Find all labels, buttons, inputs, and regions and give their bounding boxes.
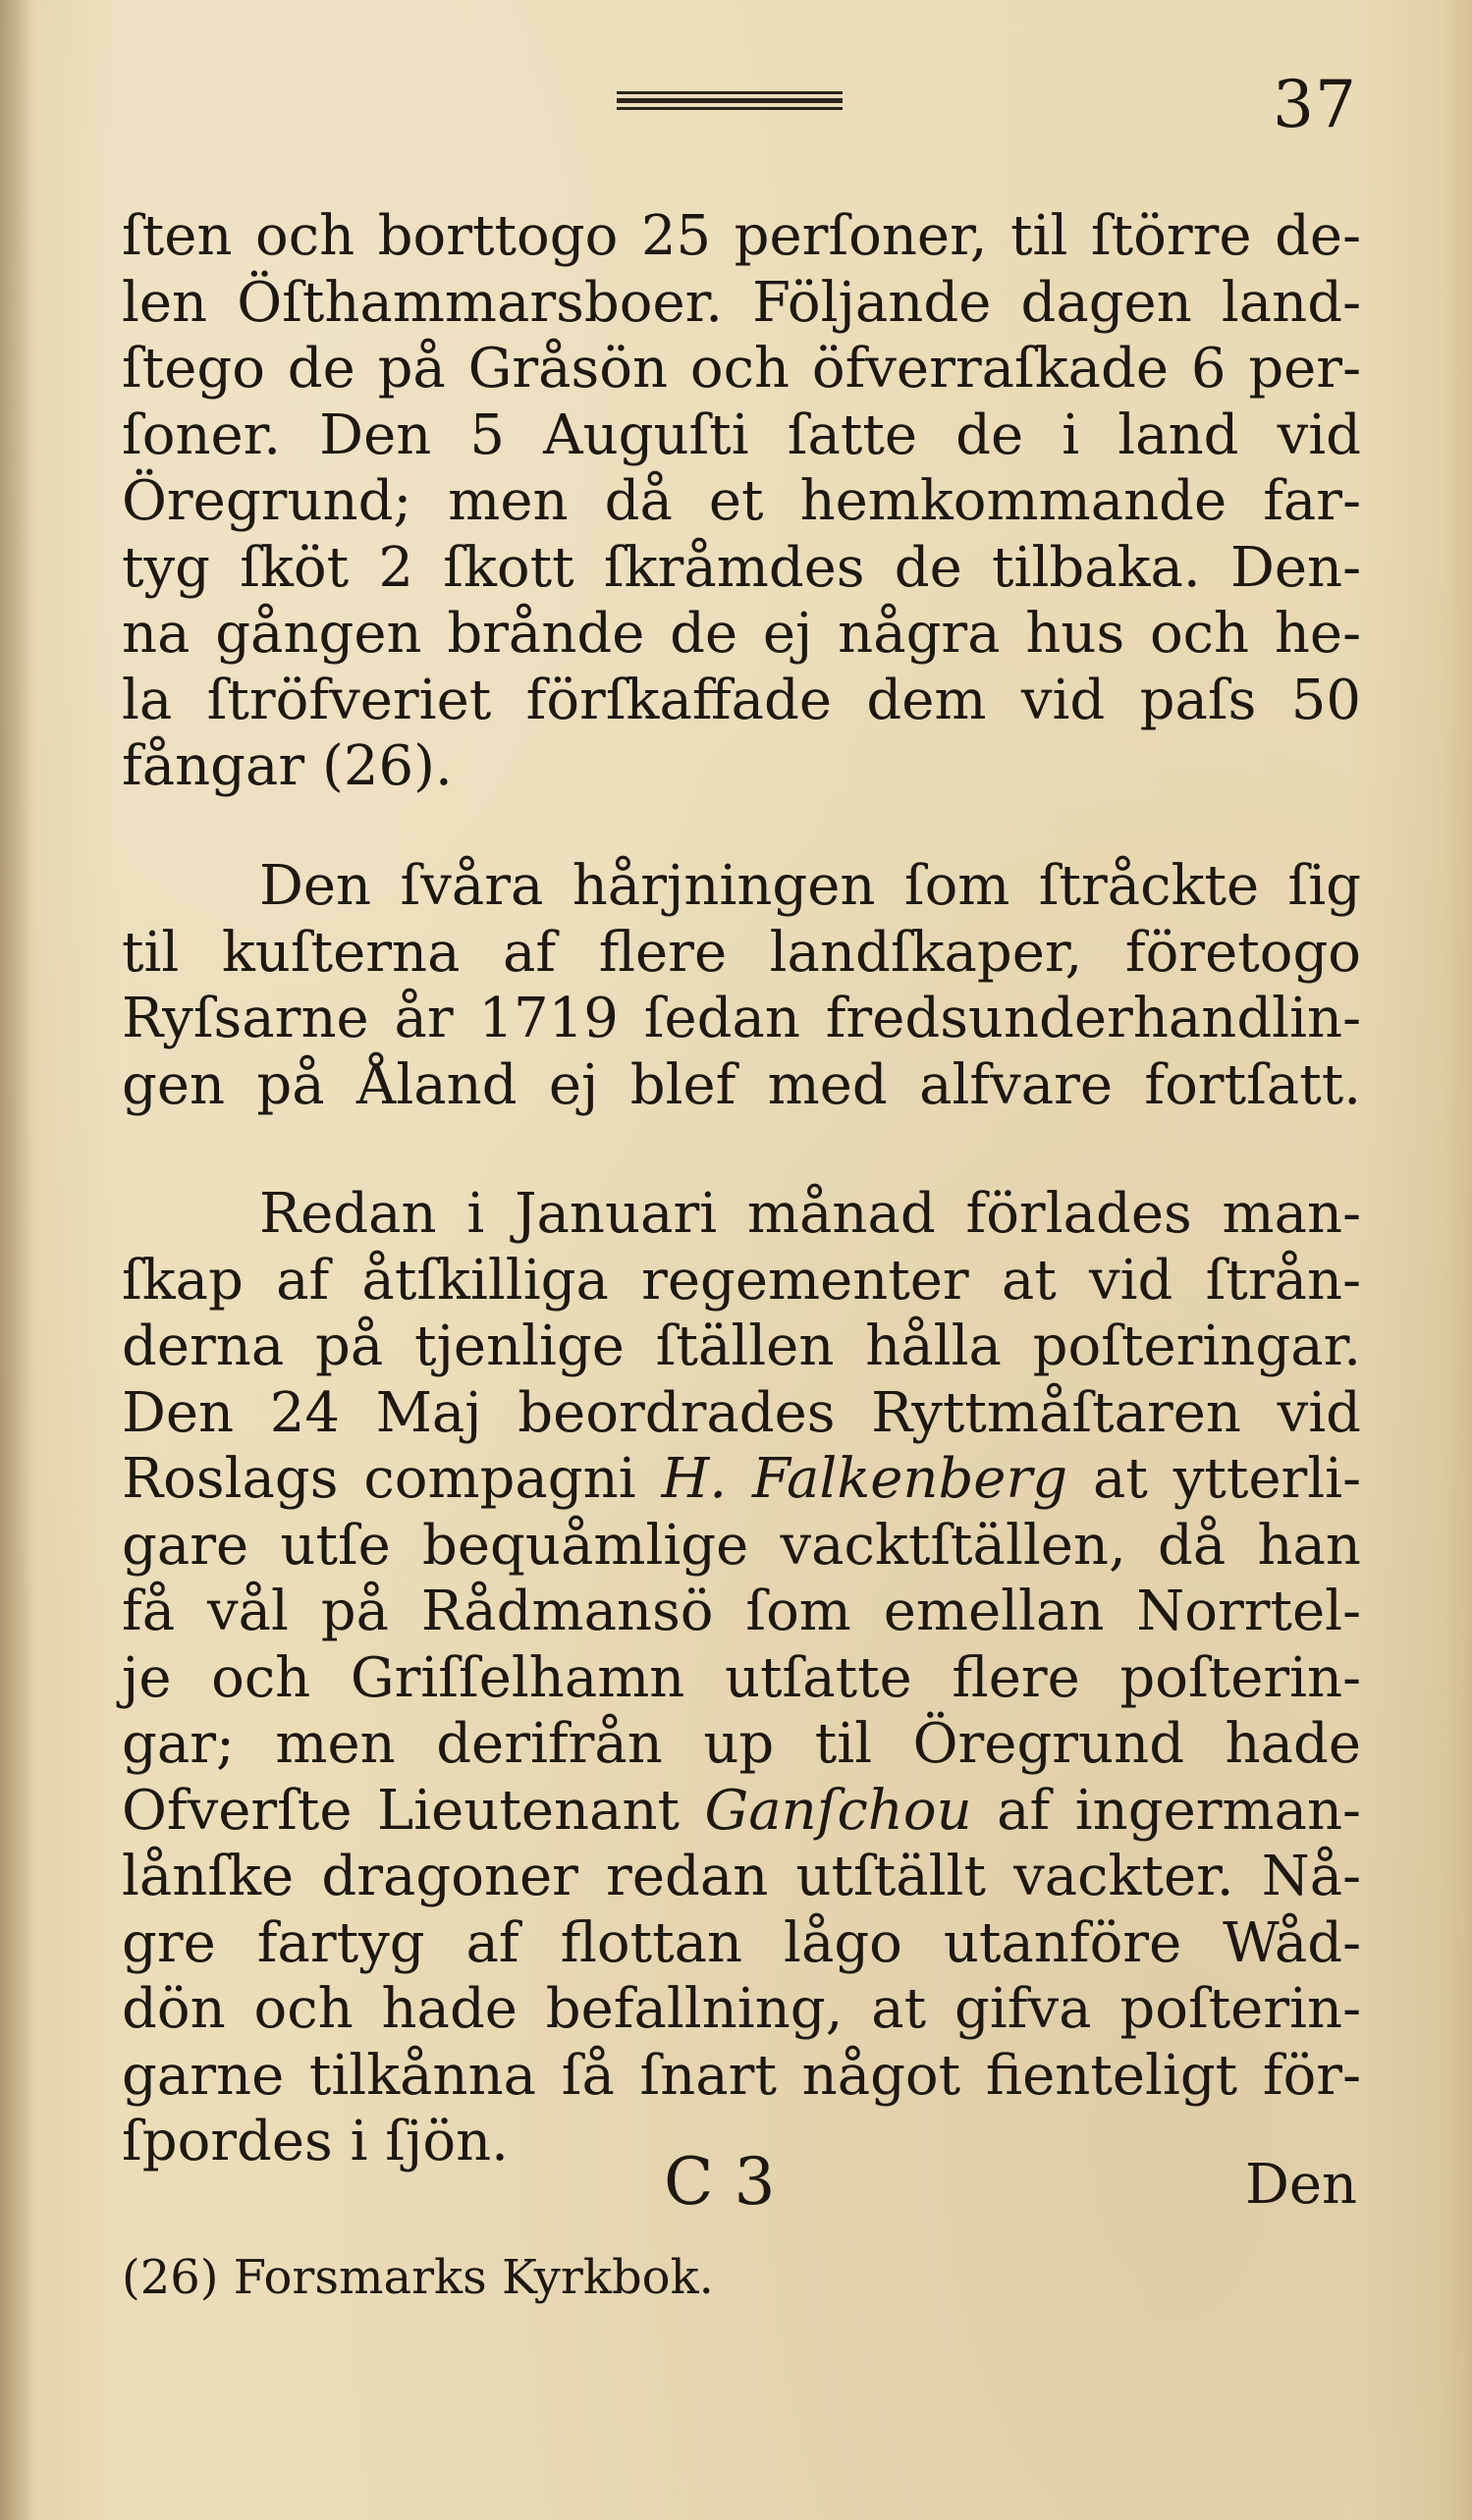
page-number: 37 xyxy=(1273,67,1357,142)
text-line: fångar (26). xyxy=(122,734,453,798)
text-line: til kuſterna af flere landſkaper, företogo xyxy=(122,920,1361,985)
text-line: ſkap af åtſkilliga regementer at vid ſtrån- xyxy=(122,1248,1361,1313)
text-line: Ryſsarne år 1719 ſedan fredsunderhandlin- xyxy=(122,987,1361,1050)
text-line xyxy=(122,1778,1361,1845)
text-line: Den 24 Maj beordrades Ryttmåſtaren vid xyxy=(122,1380,1361,1445)
text-line: gare utſe bequåmlige vacktſtällen, då han xyxy=(122,1513,1361,1578)
text-line: na gången brånde de ej några hus och he- xyxy=(122,602,1361,666)
text-line: Redan i Januari månad förlades man- xyxy=(259,1182,1361,1246)
text-segment: at ytterli- xyxy=(1067,1447,1361,1511)
text-line: gre fartyg af flottan lågo utanföre Wåd- xyxy=(122,1910,1361,1975)
rule-bar xyxy=(617,107,843,110)
text-line: garne tilkånna ſå ſnart något fienteligt för- xyxy=(122,2043,1361,2108)
text-line: je och Griſſelhamn utſatte flere poſterin- xyxy=(122,1645,1361,1710)
rule-bar xyxy=(617,98,843,103)
text-line: få vål på Rådmansö ſom emellan Norrtel- xyxy=(122,1580,1361,1643)
text-segment: Roslags compagni xyxy=(122,1447,662,1511)
paragraph-3 xyxy=(122,1181,1361,2175)
text-line: ſtego de på Gråsön och öfverraſkade 6 per- xyxy=(122,337,1361,401)
paragraph-1 xyxy=(122,203,1361,800)
text-line: dön och hade befallning, at gifva poſterin- xyxy=(122,1977,1361,2041)
text-line: len Öſthammarsboer. Följande dagen land- xyxy=(122,270,1361,335)
catchword: Den xyxy=(1245,2153,1358,2217)
text-line: lånſke dragoner redan utſtällt vackter. Nå- xyxy=(122,1845,1361,1908)
text-line: ſten och borttogo 25 perſoner, til ſtörre de- xyxy=(122,204,1361,268)
text-line: Öregrund; men då et hemkommande far- xyxy=(122,469,1361,533)
text-line: ſpordes i ſjön. xyxy=(122,2110,509,2173)
header-rule xyxy=(617,91,843,113)
text-line: gen på Åland ej blef med alfvare fortſatt. xyxy=(122,1052,1361,1117)
text-line xyxy=(122,1446,1361,1513)
text-line: ſoner. Den 5 Auguſti ſatte de i land vid xyxy=(122,402,1361,467)
text-segment: af ingerman- xyxy=(971,1778,1361,1843)
text-line: gar; men derifrån up til Öregrund hade xyxy=(122,1712,1361,1776)
text-line: tyg ſköt 2 ſkott ſkråmdes de tilbaka. Den- xyxy=(122,535,1361,600)
signature-mark: C 3 xyxy=(664,2144,776,2220)
text-line: derna på tjenlige ſtällen hålla poſteringar. xyxy=(122,1314,1361,1378)
text-line: Den ſvåra hårjningen ſom ſtråckte ſig xyxy=(259,854,1361,918)
person-name: Ganſchou xyxy=(704,1778,972,1843)
footnote: (26) Forsmarks Kyrkbok. xyxy=(122,2250,714,2305)
gutter-shadow xyxy=(0,0,33,2520)
text-segment: Ofverſte Lieutenant xyxy=(122,1778,705,1843)
text-line: la ſtröfveriet förſkaffade dem vid paſs 50 xyxy=(122,668,1361,732)
paragraph-2 xyxy=(122,853,1361,1118)
rule-bar xyxy=(617,91,843,94)
person-name: H. Falkenberg xyxy=(661,1447,1068,1511)
